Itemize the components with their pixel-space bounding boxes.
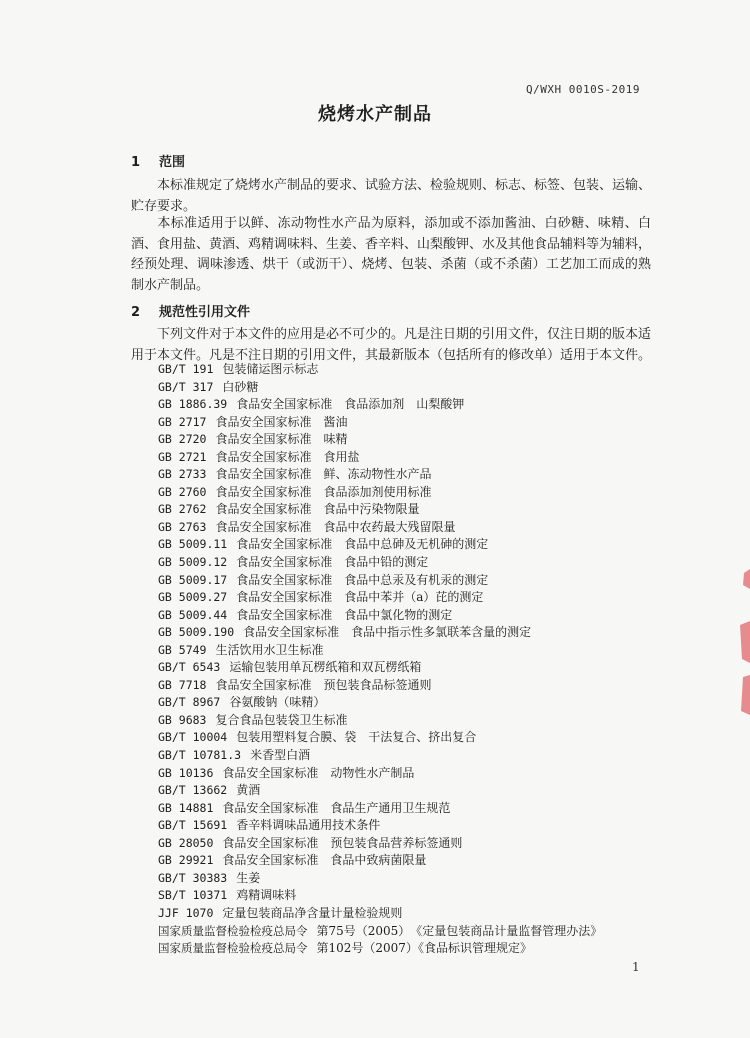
reference-code: GB/T 191 xyxy=(158,362,214,376)
reference-item xyxy=(158,589,658,607)
reference-title: 运输包装用单瓦楞纸箱和双瓦楞纸箱 xyxy=(229,660,422,675)
reference-title: 生姜 xyxy=(236,870,261,885)
reference-item xyxy=(158,414,658,432)
reference-item xyxy=(158,431,658,449)
reference-item xyxy=(158,923,658,941)
reference-item xyxy=(158,729,658,747)
reference-title: 食品安全国家标准 食品中农药最大残留限量 xyxy=(215,519,456,534)
reference-title: 包装用塑料复合膜、袋 干法复合、挤出复合 xyxy=(236,730,477,745)
reference-item xyxy=(158,747,658,765)
reference-list xyxy=(158,361,658,958)
reference-code: GB 10136 xyxy=(158,765,214,780)
reference-item xyxy=(158,659,658,677)
reference-title: 食品安全国家标准 食品中氯化物的测定 xyxy=(236,607,453,622)
page-number: 1 xyxy=(632,960,640,974)
reference-code: GB/T 15691 xyxy=(158,818,228,833)
section-heading-scope xyxy=(131,151,185,170)
reference-code: GB 5749 xyxy=(158,642,207,657)
reference-code: GB 5009.11 xyxy=(158,537,228,552)
reference-item xyxy=(158,607,658,625)
reference-title: 食品安全国家标准 食品添加剂 山梨酸钾 xyxy=(236,397,465,412)
reference-title: 食品安全国家标准 动物性水产制品 xyxy=(222,765,415,780)
reference-item xyxy=(158,519,658,537)
reference-item xyxy=(158,817,658,835)
reference-code: GB 14881 xyxy=(158,800,214,815)
reference-item xyxy=(158,905,658,923)
reference-code: GB/T 10781.3 xyxy=(158,748,242,763)
reference-title: 包装储运图示标志 xyxy=(222,362,319,376)
reference-title: 食品安全国家标准 酱油 xyxy=(215,414,348,429)
reference-title: 第102号（2007）《食品标识管理规定》 xyxy=(316,941,532,956)
reference-item xyxy=(158,677,658,695)
reference-code: GB 7718 xyxy=(158,677,207,692)
reference-title: 食品安全国家标准 预包装食品营养标签通则 xyxy=(222,835,463,850)
reference-title: 米香型白酒 xyxy=(250,748,311,763)
reference-item xyxy=(158,572,658,590)
scope-paragraph-2: 本标准适用于以鲜、冻动物性水产品为原料，添加或不添加酱油、白砂糖、味精、白酒、食用盐、黄酒、鸡精调味料、生姜、香辛料、山梨酸钾、水及其他食品辅料等为辅料，经预处理、调味渗透、烘干（或沥干）、烧烤、包装、杀菌（或不杀菌）工艺加工而成的熟制水产制品。 xyxy=(131,216,652,293)
section-number: 2 xyxy=(131,305,141,320)
reference-item xyxy=(158,765,658,783)
reference-item xyxy=(158,712,658,730)
reference-item xyxy=(158,642,658,660)
reference-item xyxy=(158,624,658,642)
reference-title: 食品安全国家标准 食品中总汞及有机汞的测定 xyxy=(236,572,489,587)
reference-item xyxy=(158,694,658,712)
reference-title: 食品安全国家标准 食品添加剂使用标准 xyxy=(215,484,432,499)
reference-item xyxy=(158,536,658,554)
reference-item xyxy=(158,379,658,397)
reference-code: GB/T 10004 xyxy=(158,730,228,745)
reference-title: 复合食品包装袋卫生标准 xyxy=(215,712,348,727)
reference-code: GB/T 13662 xyxy=(158,783,228,798)
reference-title: 鸡精调味料 xyxy=(236,888,297,903)
reference-title: 食品安全国家标准 食品中污染物限量 xyxy=(215,502,420,517)
reference-item xyxy=(158,361,658,379)
section-heading-normative-references xyxy=(131,301,250,320)
reference-code: GB/T 317 xyxy=(158,379,214,394)
reference-code: GB 2762 xyxy=(158,502,207,517)
reference-code: JJF 1070 xyxy=(158,905,214,920)
reference-code: GB 5009.190 xyxy=(158,625,235,640)
section-title: 范围 xyxy=(159,155,186,170)
reference-title: 定量包装商品净含量计量检验规则 xyxy=(222,905,403,920)
reference-item xyxy=(158,782,658,800)
reference-code: GB 2720 xyxy=(158,432,207,447)
reference-code: GB 5009.44 xyxy=(158,607,228,622)
reference-code: GB/T 6543 xyxy=(158,660,221,675)
reference-title: 食品安全国家标准 味精 xyxy=(215,432,348,447)
reference-title: 食品安全国家标准 食用盐 xyxy=(215,449,360,464)
document-title: 烧烤水产制品 xyxy=(318,104,432,125)
reference-item xyxy=(158,466,658,484)
reference-title: 生活饮用水卫生标准 xyxy=(215,642,324,657)
reference-title: 食品安全国家标准 食品中苯并（a）芘的测定 xyxy=(236,590,484,605)
reference-title: 食品安全国家标准 食品中致病菌限量 xyxy=(222,853,427,868)
reference-item xyxy=(158,449,658,467)
reference-code: 国家质量监督检验检疫总局令 xyxy=(158,941,308,956)
reference-code: GB/T 8967 xyxy=(158,695,221,710)
reference-item xyxy=(158,852,658,870)
reference-code: GB 9683 xyxy=(158,712,207,727)
reference-item xyxy=(158,870,658,888)
reference-item xyxy=(158,484,658,502)
reference-title: 食品安全国家标准 食品中指示性多氯联苯含量的测定 xyxy=(243,625,532,640)
scope-paragraph-1: 本标准规定了烧烤水产制品的要求、试验方法、检验规则、标志、标签、包装、运输、贮存要求。 xyxy=(131,178,652,214)
reference-item xyxy=(158,800,658,818)
reference-title: 谷氨酸钠（味精） xyxy=(229,695,326,710)
reference-code: GB 2717 xyxy=(158,414,207,429)
reference-title: 香辛料调味品通用技术条件 xyxy=(236,818,381,833)
reference-code: SB/T 10371 xyxy=(158,888,228,903)
reference-code: GB 5009.27 xyxy=(158,590,228,605)
reference-item xyxy=(158,501,658,519)
reference-title: 食品安全国家标准 鲜、冻动物性水产品 xyxy=(215,467,432,482)
reference-title: 黄酒 xyxy=(236,783,261,798)
reference-code: GB 2721 xyxy=(158,449,207,464)
reference-code: GB 29921 xyxy=(158,853,214,868)
standard-code: Q/WXH 0010S-2019 xyxy=(526,83,640,96)
section-number: 1 xyxy=(131,155,141,170)
references-intro-paragraph: 下列文件对于本文件的应用是必不可少的。凡是注日期的引用文件，仅注日期的版本适用于本文件。凡是不注日期的引用文件，其最新版本（包括所有的修改单）适用于本文件。 xyxy=(131,327,652,363)
reference-code: GB 28050 xyxy=(158,835,214,850)
reference-title: 食品安全国家标准 食品生产通用卫生规范 xyxy=(222,800,451,815)
reference-code: 国家质量监督检验检疫总局令 xyxy=(158,923,308,938)
reference-code: GB 5009.17 xyxy=(158,572,228,587)
reference-title: 第75号（2005） 《定量包装商品计量监督管理办法》 xyxy=(316,923,603,938)
reference-title: 食品安全国家标准 食品中铅的测定 xyxy=(236,555,429,570)
reference-item xyxy=(158,940,658,958)
reference-item xyxy=(158,835,658,853)
red-seal-stamp-edge xyxy=(734,565,750,735)
section-title: 规范性引用文件 xyxy=(159,305,251,320)
reference-title: 食品安全国家标准 预包装食品标签通则 xyxy=(215,677,432,692)
reference-code: GB 2763 xyxy=(158,519,207,534)
reference-title: 食品安全国家标准 食品中总砷及无机砷的测定 xyxy=(236,537,489,552)
reference-code: GB 5009.12 xyxy=(158,555,228,570)
reference-code: GB/T 30383 xyxy=(158,870,228,885)
reference-code: GB 2733 xyxy=(158,467,207,482)
reference-item xyxy=(158,554,658,572)
reference-title: 白砂糖 xyxy=(222,379,259,394)
reference-code: GB 1886.39 xyxy=(158,397,228,412)
reference-item xyxy=(158,396,658,414)
reference-code: GB 2760 xyxy=(158,484,207,499)
reference-item xyxy=(158,887,658,905)
